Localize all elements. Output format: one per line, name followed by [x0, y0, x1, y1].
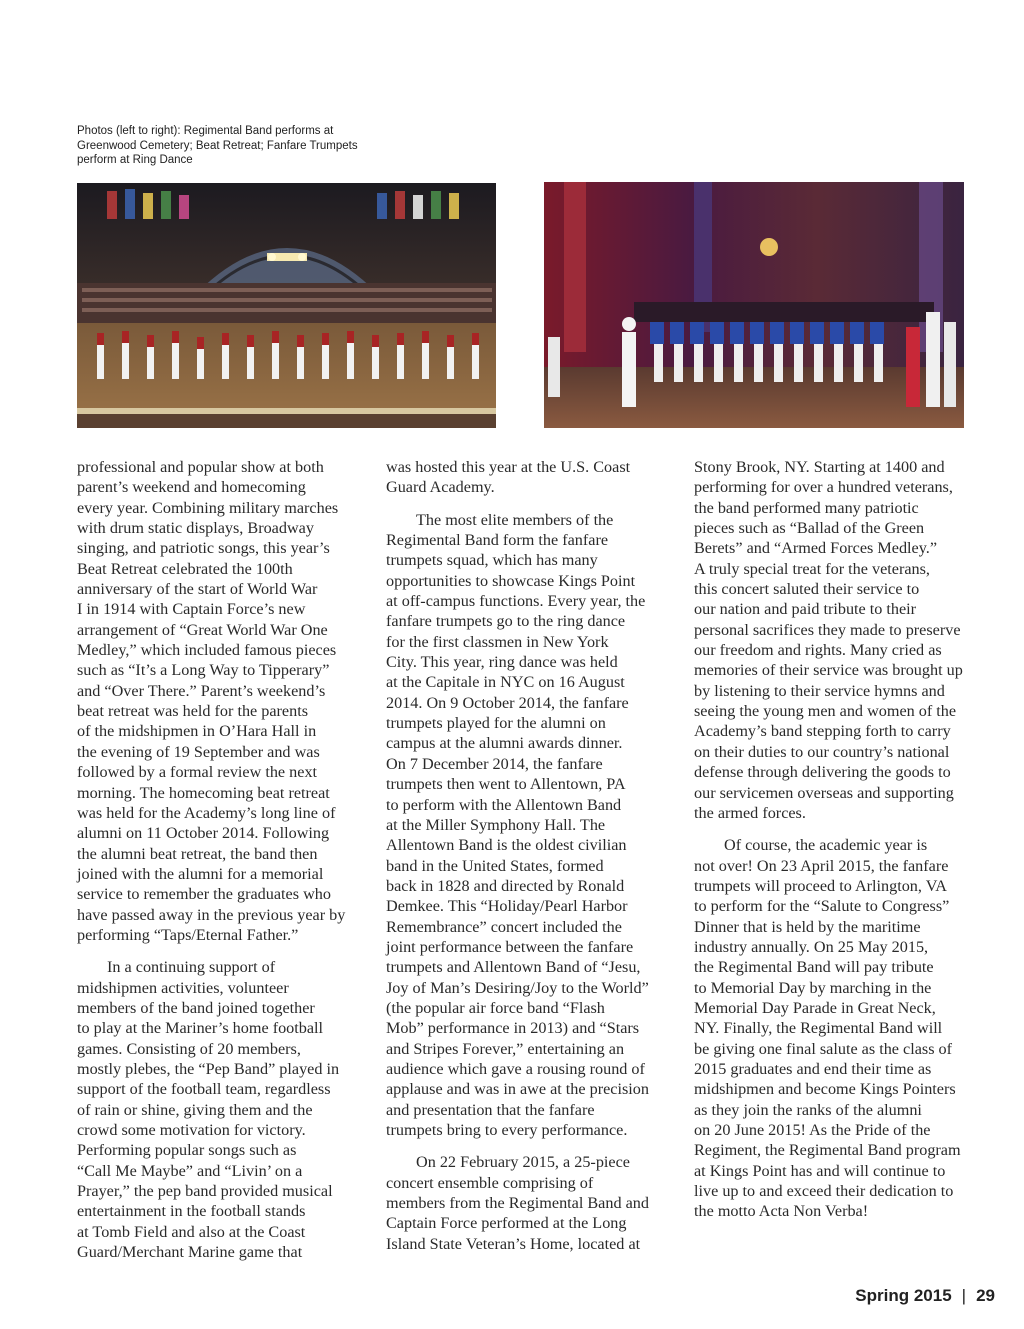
issue-label: Spring 2015 [855, 1286, 952, 1305]
paragraph: The most elite members of the Regimental Band form the fanfare trumpets squad, which has many opportunities to showcase Kings Point at off-campus functions. Every year, the fanfare trumpets go to the ring dance for the first classmen in New York City. This year, ring dance was held at the Capitale in NYC on 16 August 2014. On 9 October 2014, the fanfare trumpets played for the alumni on campus at the alumni awards dinner. On 7 December 2014, the fanfare trumpets then went to Allentown, PA to perform with the Allentown Band at the Miller Symphony Hall. The Allentown Band is the oldest civilian band in the United States, formed back in 1828 and directed by Ronald Demkee. This “Holiday/Pearl Harbor Remembrance” concert included the joint performance between the fanfare trumpets and Allentown Band of “Jesu, Joy of Man’s Desiring/Joy to the World” (the popular air force band “Flash Mob” performance in 2013) and “Stars and Stripes Forever,” entertaining an audience which gave a rousing round of applause and was in awe at the precision and presentation that the fanfare trumpets bring to every performance. [386, 510, 649, 1139]
paragraph: Stony Brook, NY. Starting at 1400 and performing for over a hundred veterans, the band performed many patriotic pieces such as “Ballad of the Green Berets” and “Armed Forces Medley.” A truly special treat for the veterans, this concert saluted their service to our nation and paid tribute to their personal sacrifices they made to preserve our freedom and rights. Many cried as memories of their service was brought up by listening to their service hymns and seeing the young men and women of the Academy’s band stepping forth to carry on their duties to our country’s national defense through delivering the goods to our servicemen overseas and supporting the armed forces. [694, 458, 963, 822]
paragraph: was hosted this year at the U.S. Coast Guard Academy. [386, 458, 631, 497]
beat-retreat-image [77, 183, 496, 428]
paragraph: On 22 February 2015, a 25-piece concert ensemble comprising of members from the Regimental Band and Captain Force performed at the Long Island State Veteran’s Home, located at [386, 1153, 649, 1253]
text-column-1 [77, 457, 349, 1262]
beat-retreat-photo [77, 183, 496, 428]
footer-separator: | [961, 1286, 967, 1305]
ring-dance-image [544, 182, 964, 428]
text-column-2 [386, 457, 658, 1254]
paragraph: Of course, the academic year is not over! On 23 April 2015, the fanfare trumpets will proceed to Arlington, VA to perform for the “Salute to Congress” Dinner that is held by the maritime industry annually. On 25 May 2015, the Regimental Band will pay tribute to Memorial Day by marching in the Memorial Day Parade in Great Neck, NY. Finally, the Regimental Band will be giving one final salute as the class of 2015 graduates and end their time as midshipmen and become Kings Pointers as they join the ranks of the alumni on 20 June 2015! As the Pride of the Regiment, the Regimental Band program at Kings Point has and will continue to live up to and exceed their dedication to the motto Acta Non Verba! [694, 836, 961, 1221]
page-number: 29 [976, 1286, 995, 1305]
paragraph: professional and popular show at both parent’s weekend and homecoming every year. Combining military marches with drum static displays, Broadway singing, and patriotic songs, this year’s Beat Retreat celebrated the 100th anniversary of the start of World War I in 1914 with Captain Force’s new arrangement of “Great World War One Medley,” which included famous pieces such as “It’s a Long Way to Tipperary” and “Over There.” Parent’s weekend’s beat retreat was held for the parents of the midshipmen in O’Hara Hall in the evening of 19 September and was followed by a formal review the next morning. The homecoming beat retreat was held for the Academy’s long line of alumni on 11 October 2014. Following the alumni beat retreat, the band then joined with the alumni for a memorial service to remember the graduates who have passed away in the previous year by performing “Taps/Eternal Father.” [77, 458, 346, 944]
ring-dance-photo [544, 182, 964, 428]
photo-caption: Photos (left to right): Regimental Band performs at Greenwood Cemetery; Beat Retreat; Fanfare Trumpets perform at Ring Dance [77, 125, 358, 166]
page-footer [855, 1286, 995, 1306]
text-column-3 [694, 457, 966, 1222]
paragraph: In a continuing support of midshipmen activities, volunteer members of the band joined together to play at the Mariner’s home football games. Consisting of 20 members, mostly plebes, the “Pep Band” played in support of the football team, regardless of rain or shine, giving them and the crowd some motivation for victory. Performing popular songs such as “Call Me Maybe” and “Livin’ on a Prayer,” the pep band provided musical entertainment in the football stands at Tomb Field and also at the Coast Guard/Merchant Marine game that [77, 958, 340, 1262]
